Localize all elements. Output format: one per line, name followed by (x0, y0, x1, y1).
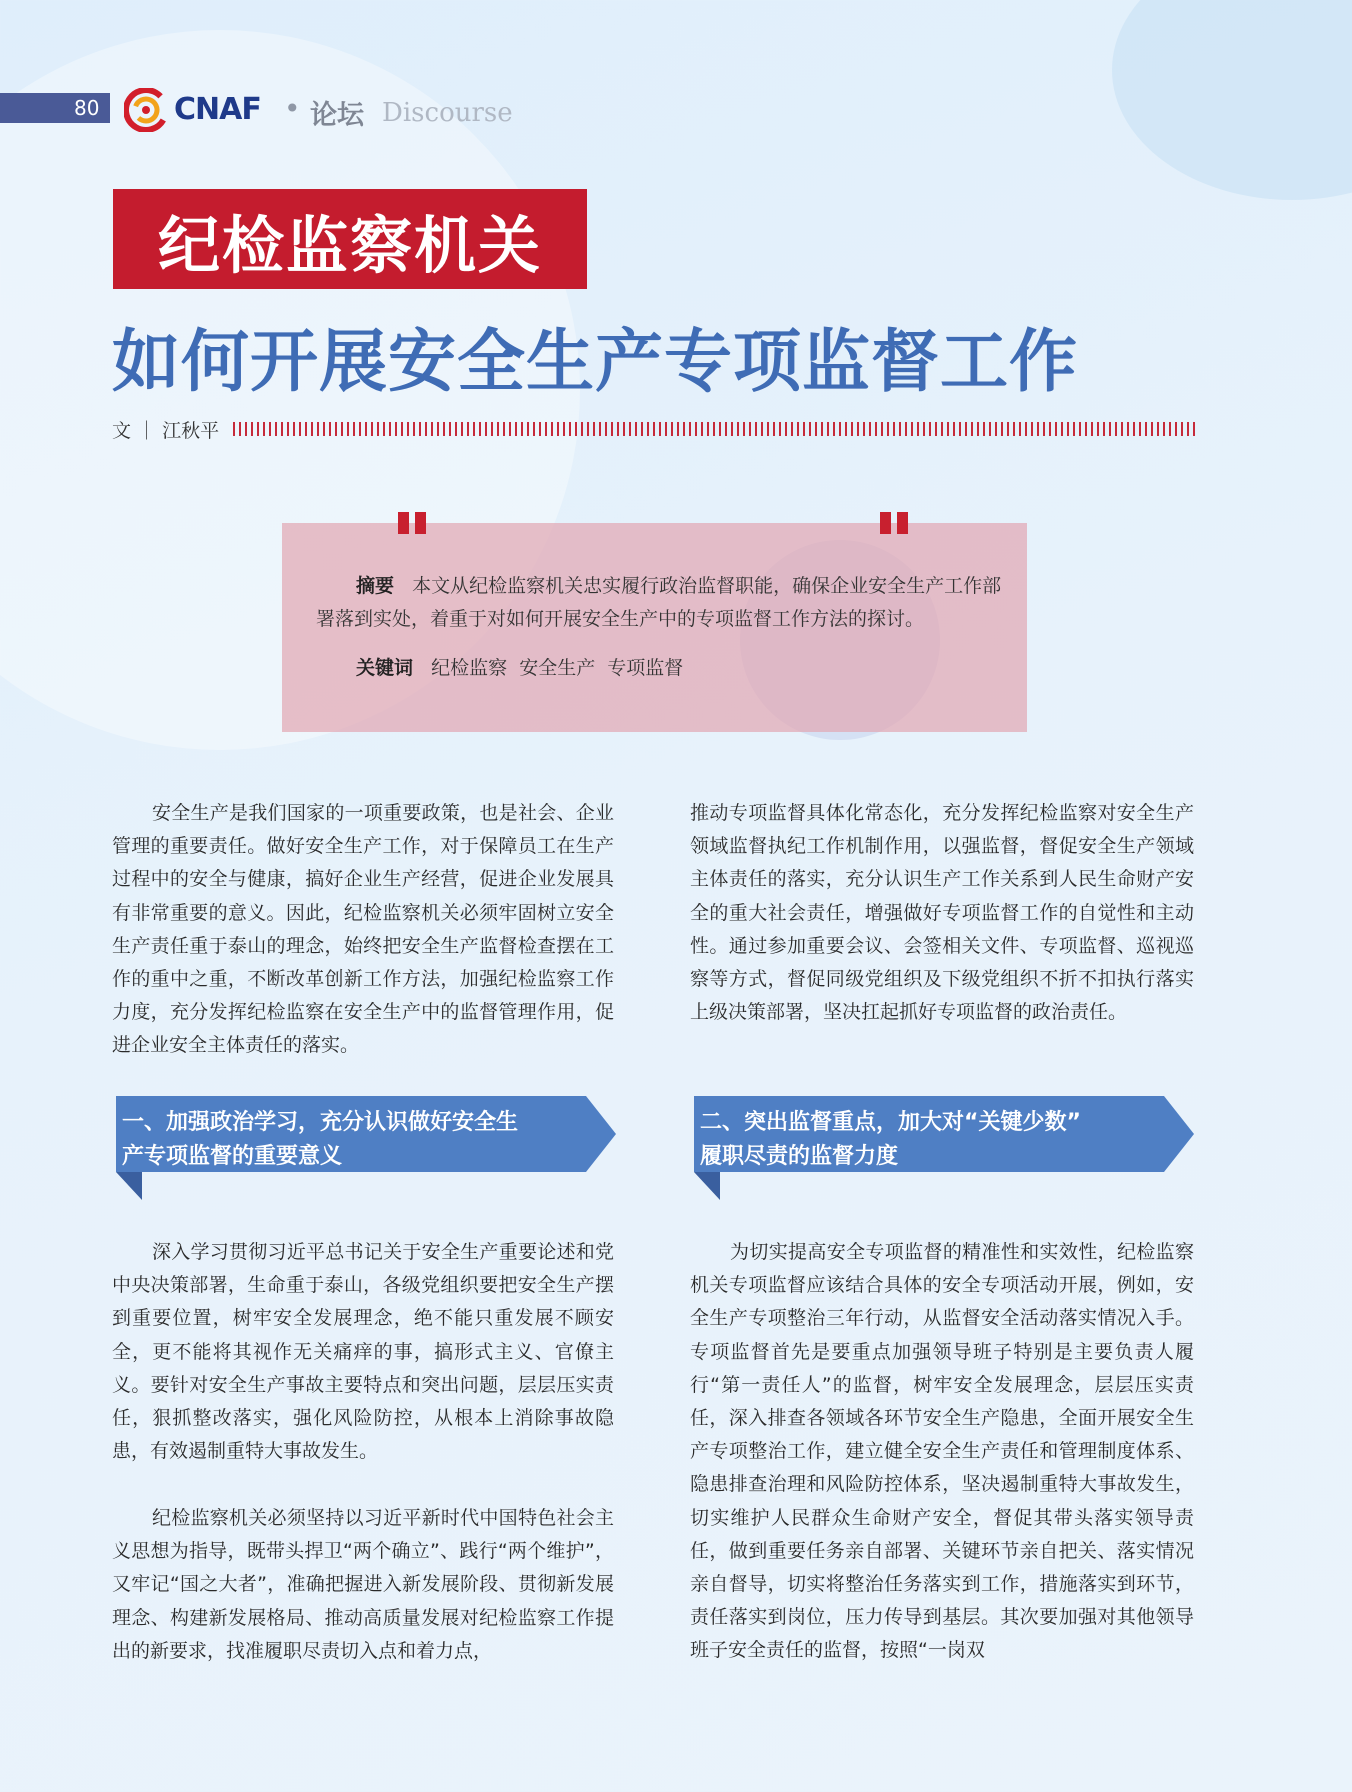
section-heading-1 (116, 1096, 616, 1202)
abstract-body: 本文从纪检监察机关忠实履行政治监督职能，确保企业安全生产工作部署落到实处，着重于对如何开展安全生产中的专项监督工作方法的探讨。 (316, 575, 1002, 630)
section-heading-1-text: 一、加强政治学习，充分认识做好安全生 产专项监督的重要意义 (122, 1110, 519, 1169)
quote-close-icon (880, 512, 914, 534)
author-byline: 文 ｜ 江秋平 (112, 420, 220, 442)
title-line-2: 如何开展安全生产专项监督工作 (112, 323, 1079, 402)
background-decoration (1112, 0, 1352, 200)
brand-name: CNAF (174, 92, 261, 127)
cnaf-logo-icon (124, 88, 168, 132)
abstract-label: 摘要 (356, 575, 395, 597)
abstract-text (316, 570, 1006, 636)
brand-separator: • (284, 92, 301, 125)
keywords-values: 纪检监察 安全生产 专项监督 (431, 657, 684, 679)
page-number: 80 (74, 96, 100, 120)
right-paragraph-2: 为切实提高安全专项监督的精准性和实效性，纪检监察机关专项监督应该结合具体的安全专项活动开展，例如，安全生产专项整治三年行动，从监督安全活动落实情况入手。专项监督首先是要重点加强领导班子特别是主要负责人履行“第一责任人”的监督，树牢安全发展理念，层层压实责任，深入排查各领域各环节安全生产隐患，全面开展安全生产专项整治工作，建立健全安全生产责任和管理制度体系、隐患排查治理和风险防控体系，坚决遏制重特大事故发生，切实维护人民群众生命财产安全，督促其带头落实领导责任，做到重要任务亲自部署、关键环节亲自把关、落实情况亲自督导，切实将整治任务落实到工作，措施落实到环节，责任落实到岗位，压力传导到基层。其次要加强对其他领导班子安全责任的监督，按照“一岗双 (690, 1241, 1194, 1662)
keywords-label: 关键词 (356, 657, 414, 679)
right-paragraph-1: 推动专项监督具体化常态化，充分发挥纪检监察对安全生产领域监督执纪工作机制作用，以强监督，督促安全生产领域主体责任的落实，充分认识生产工作关系到人民生命财产安全的重大社会责任，增强做好专项监督工作的自觉性和主动性。通过参加重要会议、会签相关文件、专项监督、巡视巡察等方式，督促同级党组织及下级党组织不折不扣执行落实上级决策部署，坚决扛起抓好专项监督的政治责任。 (690, 802, 1194, 1024)
decorative-rule (233, 422, 1197, 436)
keywords (356, 653, 683, 680)
left-paragraph-2: 深入学习贯彻习近平总书记关于安全生产重要论述和党中央决策部署，生命重于泰山，各级党组织要把安全生产摆到重要位置，树牢安全发展理念，绝不能只重发展不顾安全，更不能将其视作无关痛痒的事，搞形式主义、官僚主义。要针对安全生产事故主要特点和突出问题，层层压实责任，狠抓整改落实，强化风险防控，从根本上消除事故隐患，有效遏制重特大事故发生。 (112, 1241, 614, 1463)
left-paragraph-1: 安全生产是我们国家的一项重要政策，也是社会、企业管理的重要责任。做好安全生产工作，对于保障员工在生产过程中的安全与健康，搞好企业生产经营，促进企业发展具有非常重要的意义。因此，纪检监察机关必须牢固树立安全生产责任重于泰山的理念，始终把安全生产监督检查摆在工作的重中之重，不断改革创新工作方法，加强纪检监察工作力度，充分发挥纪检监察在安全生产中的监督管理作用，促进企业安全主体责任的落实。 (112, 802, 614, 1057)
title-line-1: 纪检监察机关 (157, 209, 542, 282)
quote-open-icon (398, 512, 432, 534)
section-heading-2 (694, 1096, 1194, 1202)
section-heading-2-text: 二、突出监督重点，加大对“关键少数” 履职尽责的监督力度 (700, 1110, 1081, 1169)
left-paragraph-3: 纪检监察机关必须坚持以习近平新时代中国特色社会主义思想为指导，既带头捍卫“两个确立”、践行“两个维护”，又牢记“国之大者”，准确把握进入新发展阶段、贯彻新发展理念、构建新发展格局、推动高质量发展对纪检监察工作提出的新要求，找准履职尽责切入点和着力点， (112, 1507, 614, 1662)
section-title-en: Discourse (382, 98, 513, 128)
section-title-cn: 论坛 (310, 100, 364, 131)
